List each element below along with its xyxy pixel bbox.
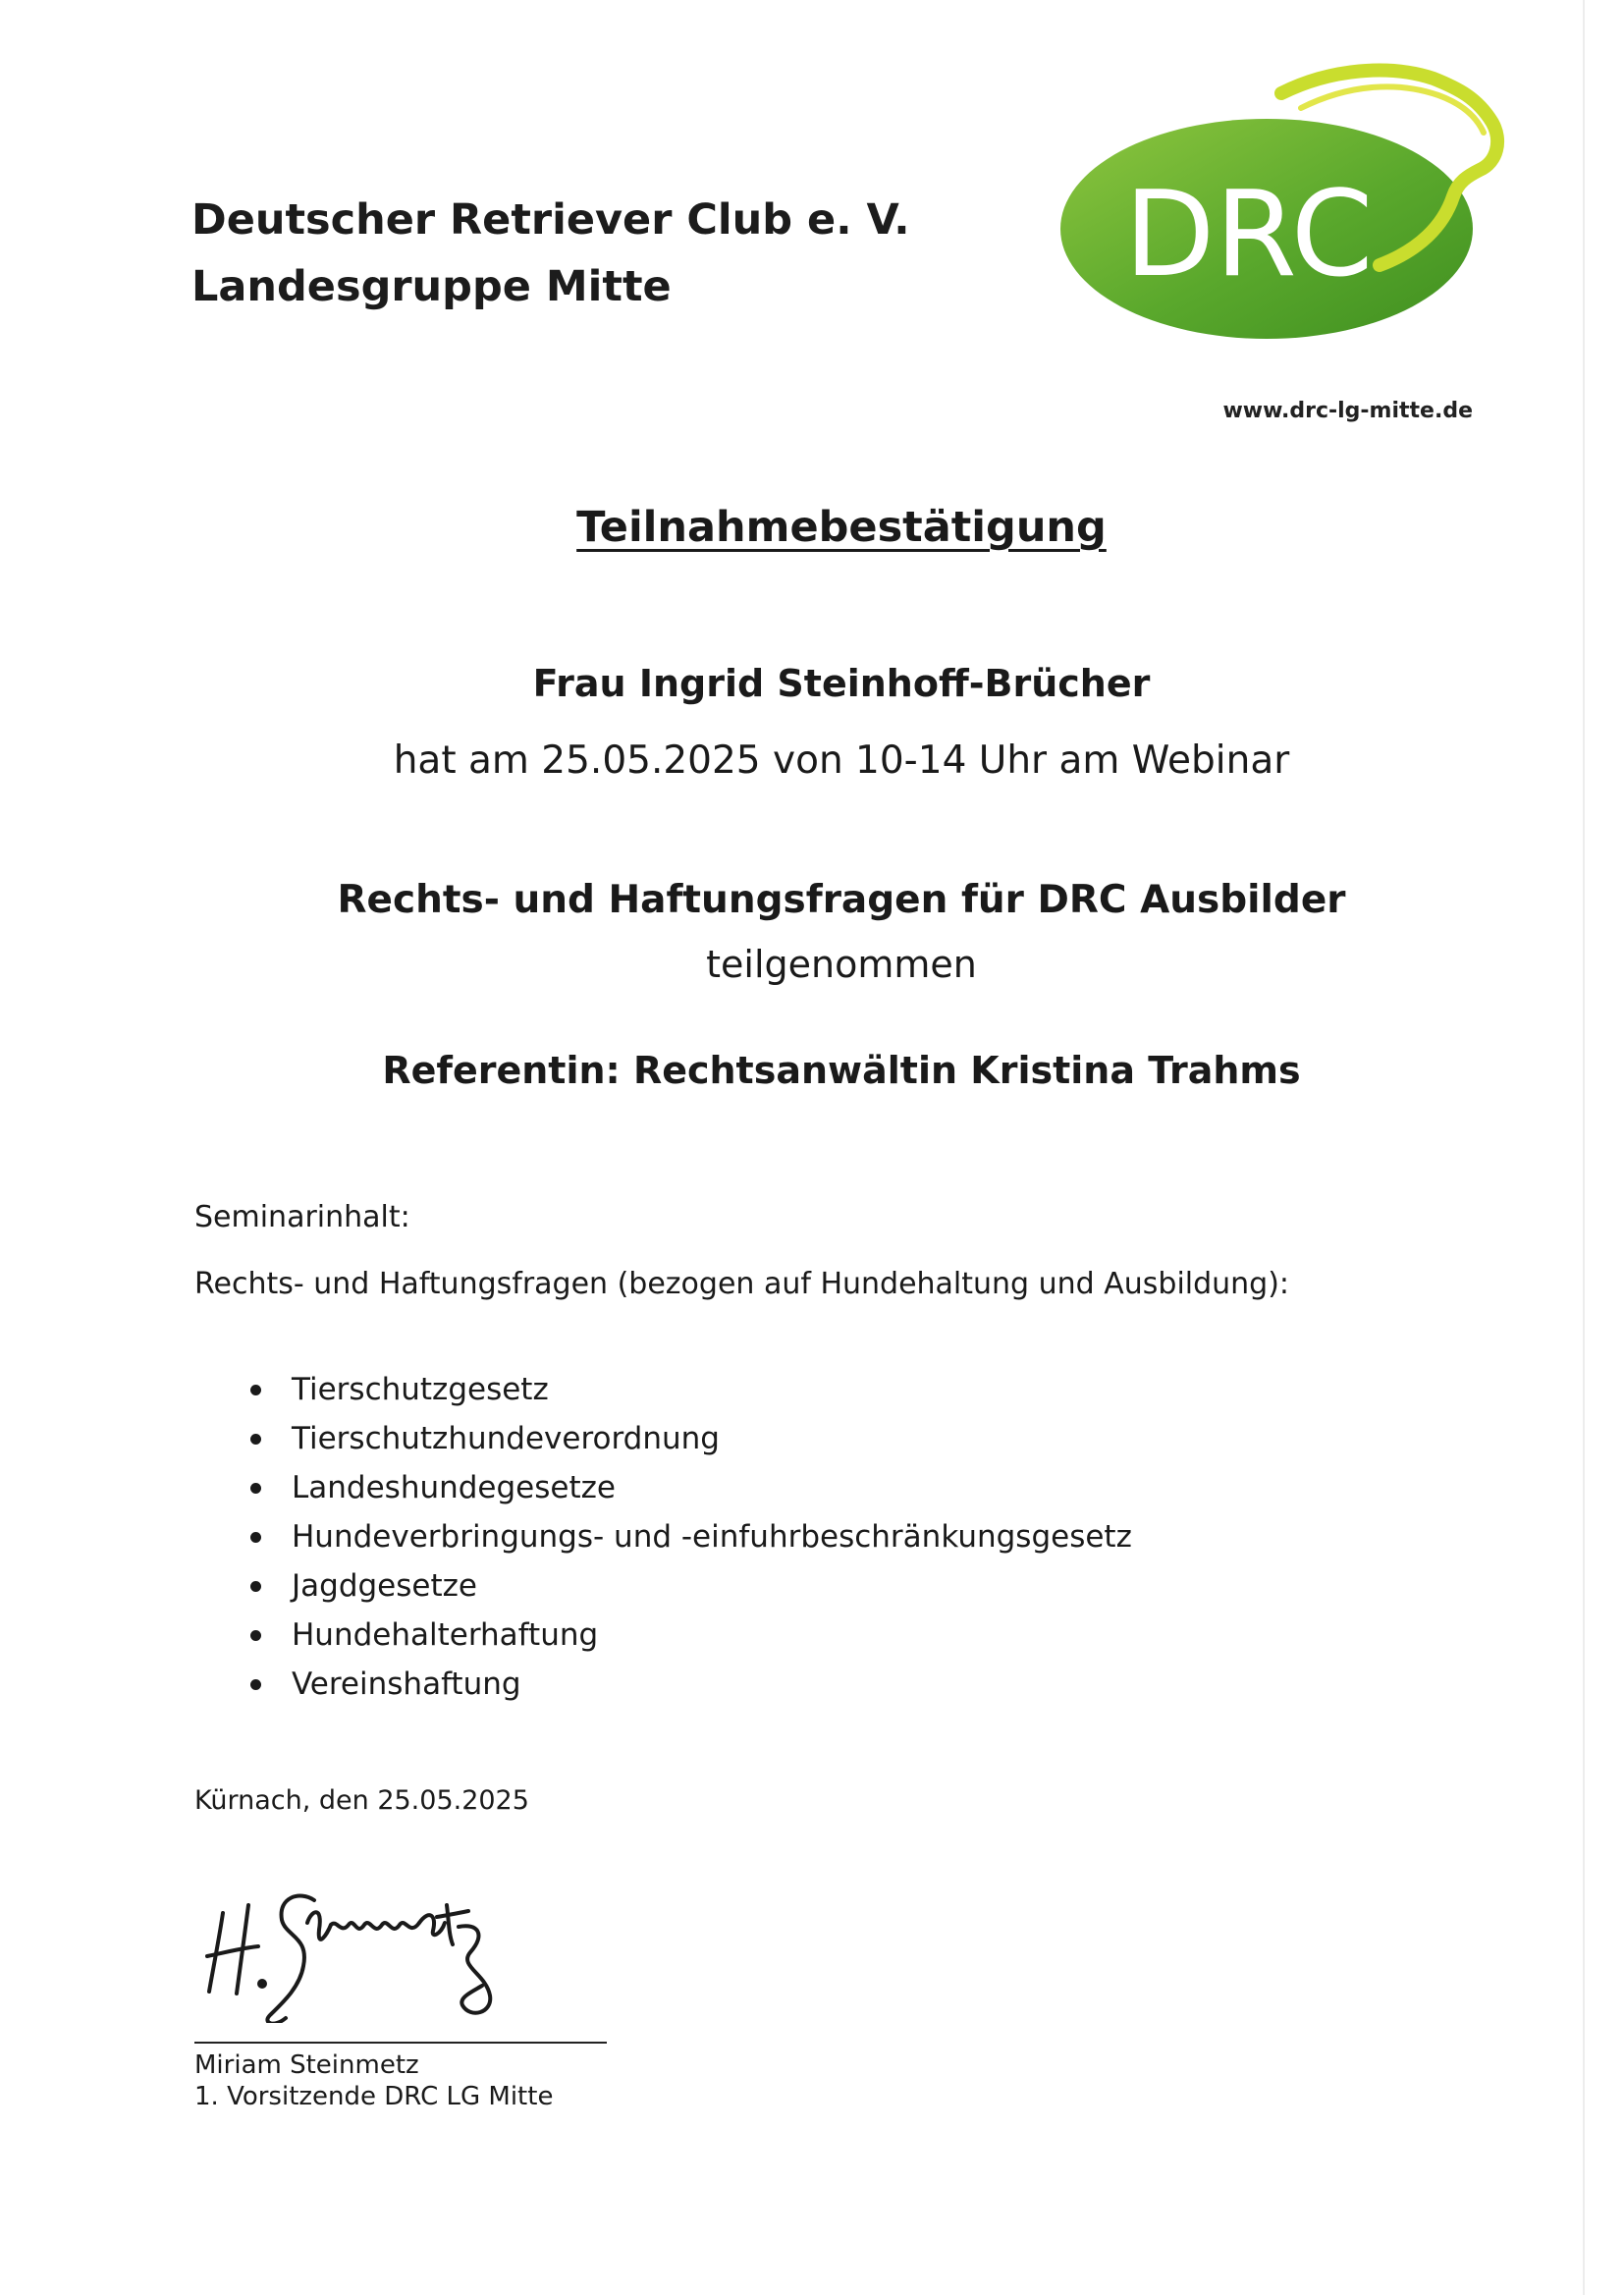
bullet-icon (250, 1483, 261, 1494)
signature-line (194, 2042, 607, 2044)
course-title: Rechts- und Haftungsfragen für DRC Ausbilder (337, 878, 1346, 922)
drc-logo (1056, 54, 1517, 349)
signer-role: 1. Vorsitzende DRC LG Mitte (194, 2082, 554, 2111)
bullet-icon (250, 1630, 261, 1641)
logo-text: DRC (1124, 167, 1374, 303)
list-item: Hundehalterhaftung (250, 1611, 1132, 1660)
list-item: Vereinshaftung (250, 1660, 1132, 1709)
list-item: Tierschutzgesetz (250, 1365, 1132, 1414)
bullet-icon (250, 1385, 261, 1395)
bullet-icon (250, 1581, 261, 1592)
seminar-content-label: Seminarinhalt: (194, 1200, 410, 1234)
bullet-icon (250, 1679, 261, 1690)
bullet-icon (250, 1532, 261, 1543)
speaker-line: Referentin: Rechtsanwältin Kristina Trahms (382, 1049, 1301, 1092)
org-line-1: Deutscher Retriever Club e. V. (191, 195, 910, 245)
place-and-date: Kürnach, den 25.05.2025 (194, 1785, 529, 1816)
org-line-2: Landesgruppe Mitte (191, 262, 672, 311)
recipient-name: Frau Ingrid Steinhoff-Brücher (532, 662, 1151, 705)
participated-text: teilgenommen (706, 943, 977, 986)
list-item: Landeshundegesetze (250, 1463, 1132, 1512)
organization-name (191, 187, 910, 320)
certificate-title: Teilnahmebestätigung (576, 503, 1107, 552)
bullet-icon (250, 1434, 261, 1445)
list-item: Jagdgesetze (250, 1561, 1132, 1611)
scan-edge (1583, 0, 1585, 2295)
website-url: www.drc-lg-mitte.de (1222, 399, 1473, 423)
event-date-line: hat am 25.05.2025 von 10-14 Uhr am Webinar (393, 738, 1290, 783)
list-item: Hundeverbringungs- und -einfuhrbeschränkungsgesetz (250, 1512, 1132, 1561)
seminar-content-subtitle: Rechts- und Haftungsfragen (bezogen auf Hundehaltung und Ausbildung): (194, 1267, 1290, 1301)
topic-list (250, 1365, 1132, 1709)
handwritten-signature (201, 1876, 506, 2023)
signer-name: Miriam Steinmetz (194, 2050, 419, 2080)
list-item: Tierschutzhundeverordnung (250, 1414, 1132, 1463)
